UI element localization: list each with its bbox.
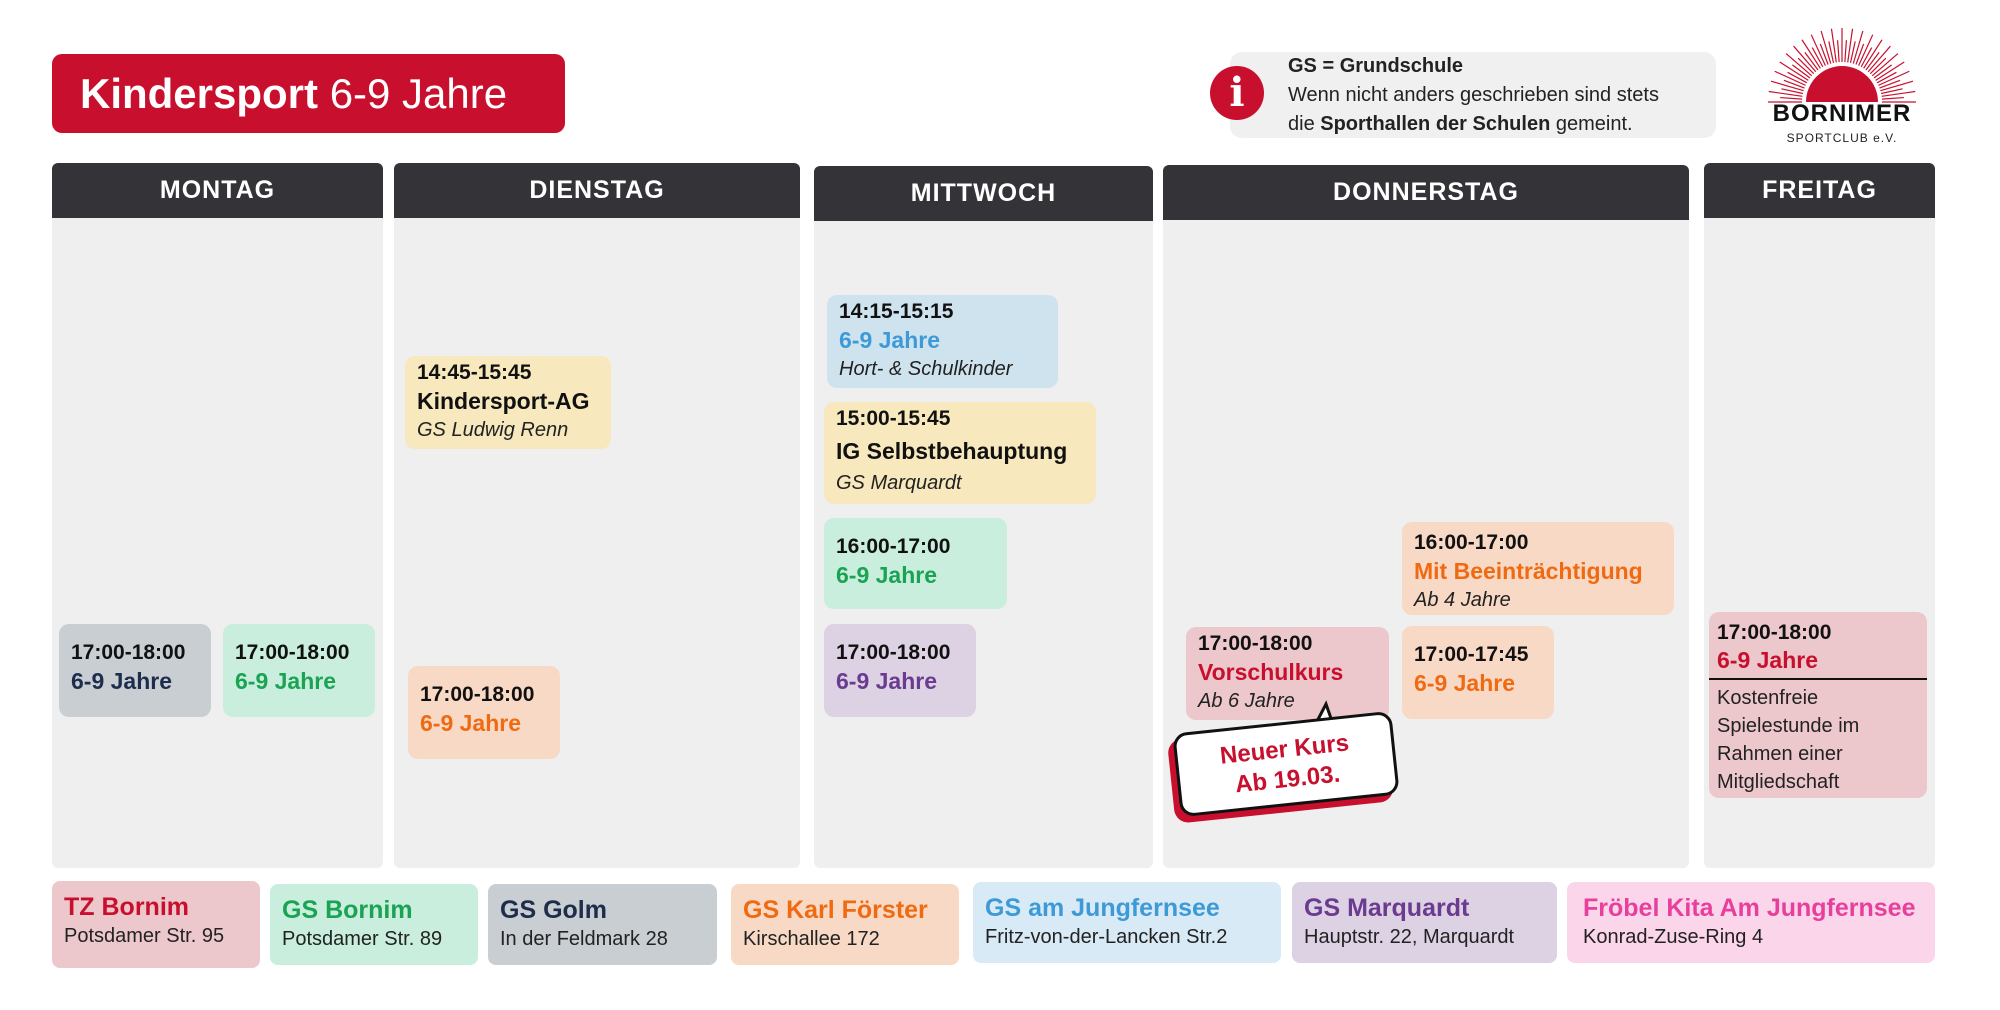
badge-line-1: Neuer Kurs [1218, 729, 1351, 770]
legend-item [1292, 882, 1557, 963]
card-place: GS Marquardt [836, 472, 962, 494]
card-time: 17:00-18:00 [420, 683, 535, 706]
schedule-card [59, 624, 211, 717]
card-label: 6-9 Jahre [235, 668, 337, 694]
legend-item [731, 884, 959, 965]
legend-item [1567, 882, 1935, 963]
card-label: 6-9 Jahre [836, 668, 938, 694]
card-label: 6-9 Jahre [836, 562, 938, 588]
info-line-3 [1288, 110, 1718, 139]
logo-subtitle: SPORTCLUB e.V. [1786, 131, 1898, 145]
legend-address: Hauptstr. 22, Marquardt [1304, 926, 1515, 948]
card-label: IG Selbstbehauptung [836, 438, 1068, 464]
card-label: 6-9 Jahre [839, 327, 941, 353]
schedule-card [405, 356, 611, 449]
sun-ray [1856, 44, 1864, 65]
card-time: 14:45-15:45 [417, 361, 532, 384]
legend-name: GS Bornim [282, 896, 413, 924]
legend-name: TZ Bornim [64, 893, 189, 921]
card-label: Kindersport-AG [417, 388, 590, 414]
info-line-1: GS = Grundschule [1288, 55, 1464, 77]
card-time: 17:00-18:00 [71, 641, 186, 664]
schedule-card [824, 624, 976, 717]
card-place: GS Ludwig Renn [417, 419, 569, 441]
info-text [1288, 52, 1718, 139]
title-bold: Kindersport [80, 70, 319, 117]
sun-ray [1784, 80, 1805, 88]
legend-item [488, 884, 717, 965]
legend-name: Fröbel Kita Am Jungfernsee [1583, 894, 1916, 922]
sun-ray [1780, 98, 1802, 100]
legend-name: GS Golm [500, 896, 607, 924]
sun-logo-icon [1762, 22, 1922, 148]
header-thursday: DONNERSTAG [1163, 165, 1689, 220]
card-note: Kostenfreie Spielestunde im Rahmen einer Mitgliedschaft [1717, 687, 1860, 793]
schedule-card [1186, 627, 1389, 720]
card-time: 17:00-18:00 [235, 641, 350, 664]
card-time: 17:00-17:45 [1414, 643, 1529, 666]
title-age: 6-9 Jahre [329, 70, 508, 117]
sun-ray [1879, 80, 1900, 88]
card-time: 16:00-17:00 [1414, 531, 1529, 554]
card-time: 17:00-18:00 [836, 641, 951, 664]
schedule-card [1402, 522, 1674, 615]
card-time: 17:00-18:00 [1198, 632, 1313, 655]
sun-ray [1820, 44, 1828, 65]
legend-name: GS Marquardt [1304, 894, 1470, 922]
info-line-2: Wenn nicht anders geschrieben sind stets [1288, 84, 1659, 106]
card-time: 15:00-15:45 [836, 407, 951, 430]
legend-address: Potsdamer Str. 95 [64, 925, 225, 947]
schedule-card [408, 666, 560, 759]
card-time: 17:00-18:00 [1717, 621, 1832, 644]
card-place: Ab 6 Jahre [1198, 690, 1295, 712]
legend-name: GS Karl Förster [743, 896, 928, 924]
legend-address: In der Feldmark 28 [500, 928, 668, 950]
legend-address: Konrad-Zuse-Ring 4 [1583, 926, 1764, 948]
info-line-3-pre: die [1288, 113, 1321, 135]
schedule-card [1709, 612, 1927, 798]
info-icon: i [1210, 66, 1264, 120]
card-place: Hort- & Schulkinder [839, 358, 1013, 380]
card-label: 6-9 Jahre [1709, 647, 1927, 680]
legend-name: GS am Jungfernsee [985, 894, 1220, 922]
logo-name: BORNIMER [1772, 100, 1912, 127]
schedule-card [824, 518, 1007, 609]
schedule-card [1402, 626, 1554, 719]
page-title [52, 54, 565, 133]
legend-address: Kirschallee 172 [743, 928, 880, 950]
column-monday [52, 165, 383, 868]
header-wednesday: MITTWOCH [814, 166, 1153, 221]
legend-item [973, 882, 1281, 963]
card-time: 16:00-17:00 [836, 535, 951, 558]
card-label: Mit Beeinträchtigung [1414, 558, 1643, 584]
schedule-card [223, 624, 375, 717]
card-label: 6-9 Jahre [71, 668, 173, 694]
card-time: 14:15-15:15 [839, 300, 954, 323]
legend-address: Fritz-von-der-Lancken Str.2 [985, 926, 1228, 948]
info-line-3-post: gemeint. [1550, 113, 1633, 135]
sun-ray [1838, 40, 1840, 62]
card-label: 6-9 Jahre [420, 710, 522, 736]
legend-item [270, 884, 478, 965]
header-monday: MONTAG [52, 163, 383, 218]
column-tuesday [394, 165, 800, 868]
header-tuesday: DIENSTAG [394, 163, 800, 218]
legend-address: Potsdamer Str. 89 [282, 928, 443, 950]
legend-item [52, 881, 260, 968]
header-friday: FREITAG [1704, 163, 1935, 218]
sun-ray [1882, 98, 1904, 100]
card-place: Ab 4 Jahre [1414, 589, 1511, 611]
badge-line-2: Ab 19.03. [1233, 760, 1342, 799]
schedule-card [824, 402, 1096, 504]
card-label: Vorschulkurs [1198, 659, 1344, 685]
schedule-card [827, 295, 1058, 388]
info-line-3-bold: Sporthallen der Schulen [1320, 113, 1551, 135]
sun-ray [1845, 40, 1847, 62]
card-label: 6-9 Jahre [1414, 670, 1516, 696]
